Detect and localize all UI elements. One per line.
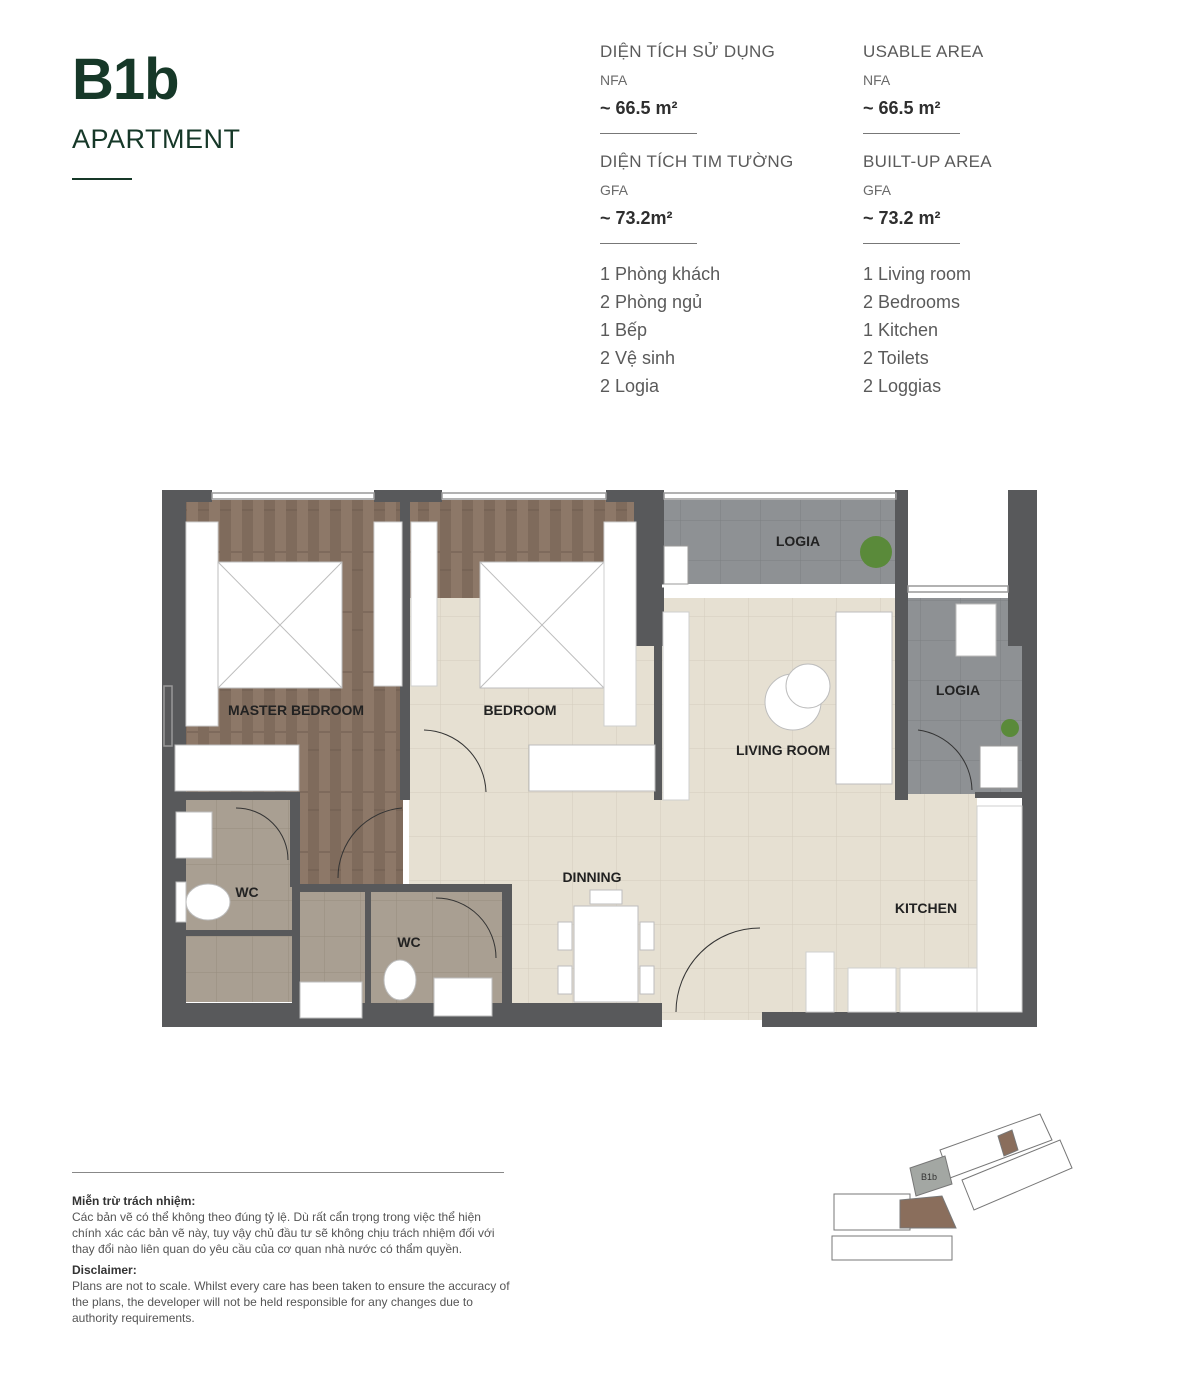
room-item: 2 Phòng ngủ [600, 292, 703, 312]
room-item: 1 Bếp [600, 320, 648, 340]
room-label-logia-right: LOGIA [935, 682, 981, 698]
nfa-sub-en: NFA [863, 72, 891, 88]
gfa-sub-vi: GFA [600, 182, 629, 198]
room-item: 1 Living room [863, 264, 972, 284]
disclaimer-vi-title: Miễn trừ trách nhiệm: [72, 1194, 196, 1208]
room-label-dinning: DINNING [562, 869, 622, 885]
disclaimer-en [72, 1262, 512, 1326]
nfa-label-en: USABLE AREA [863, 42, 984, 61]
room-item: 2 Vệ sinh [600, 348, 676, 368]
room-label-wc-2: WC [397, 934, 421, 950]
apartment-code: B1b [72, 47, 179, 112]
disclaimer-divider [72, 1172, 504, 1173]
room-item: 1 Kitchen [863, 320, 939, 340]
apartment-type: APARTMENT [72, 124, 241, 154]
disclaimer-en-text: Plans are not to scale. Whilst every care has been taken to ensure the accuracy of the plans, the developer will not be held responsible for any changes due to authority requirements. [72, 1279, 510, 1325]
gfa-label-vi: DIỆN TÍCH TIM TƯỜNG [600, 152, 794, 171]
nfa-value-vi: ~ 66.5 m² [600, 98, 678, 118]
disclaimer-en-title: Disclaimer: [72, 1263, 137, 1277]
disclaimer-vi-text: Các bản vẽ có thể không theo đúng tỷ lệ. Dù rất cẩn trọng trong việc thể hiện chính xác các bản vẽ này, tuy vậy chủ đầu tư sẽ không chịu trách nhiệm đối với thay đổi nào liên quan do yêu cầu của cơ quan nhà nước có thẩm quyền. [72, 1210, 495, 1256]
room-item: 2 Bedrooms [863, 292, 961, 312]
nfa-value-en: ~ 66.5 m² [863, 98, 941, 118]
room-item: 2 Logia [600, 376, 660, 396]
key-plan [832, 1114, 1072, 1260]
room-item: 2 Toilets [863, 348, 929, 368]
room-label-master-bedroom: MASTER BEDROOM [227, 702, 365, 718]
room-item: 2 Loggias [863, 376, 942, 396]
room-label-logia-top: LOGIA [775, 533, 821, 549]
gfa-value-en: ~ 73.2 m² [863, 208, 941, 228]
disclaimer-vi [72, 1193, 512, 1257]
room-label-wc-1: WC [235, 884, 259, 900]
room-label-bedroom: BEDROOM [483, 702, 557, 718]
plant-icon [1001, 719, 1019, 737]
key-plan-unit-label: B1b [920, 1172, 938, 1182]
nfa-sub-vi: NFA [600, 72, 628, 88]
plant-icon [860, 536, 892, 568]
room-label-living-room: LIVING ROOM [735, 742, 831, 758]
gfa-sub-en: GFA [863, 182, 892, 198]
gfa-value-vi: ~ 73.2m² [600, 208, 673, 228]
room-label-kitchen: KITCHEN [894, 900, 958, 916]
room-item: 1 Phòng khách [600, 264, 721, 284]
nfa-label-vi: DIỆN TÍCH SỬ DỤNG [600, 42, 776, 61]
gfa-label-en: BUILT-UP AREA [863, 152, 992, 171]
